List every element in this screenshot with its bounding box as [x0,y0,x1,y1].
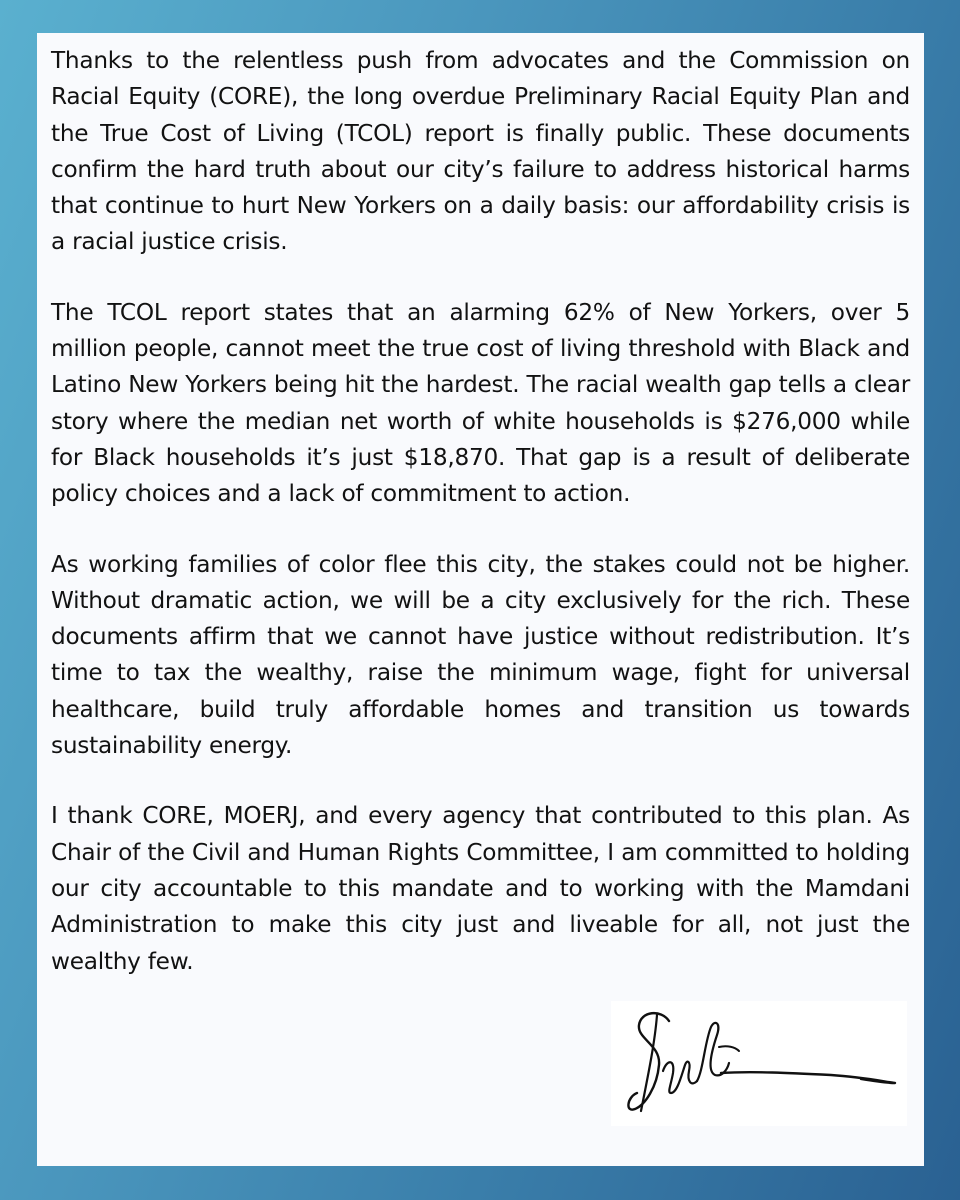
paragraph-1: Thanks to the relentless push from advocates and the Commission on Racial Equity (CORE), the long overdue Preliminary Racial Equity Plan and the True Cost of Living (TCOL) report is finally public. These documents confirm the hard truth about our city’s failure to address historical harms that continue to hurt New Yorkers on a daily basis: our affordability crisis is a racial justice crisis. [51,47,910,256]
signature-box [611,1001,907,1126]
letter-body [51,43,910,980]
paragraph-4: I thank CORE, MOERJ, and every agency that contributed to this plan. As Chair of the Civil and Human Rights Committee, I am committed to holding our city accountable to this mandate and to working with the Mamdani Administration to make this city just and liveable for all, not just the wealthy few. [51,802,910,975]
paragraph-3: As working families of color flee this city, the stakes could not be higher. Without dramatic action, we will be a city exclusively for the rich. These documents affirm that we cannot have justice without redistribution. It’s time to tax the wealthy, raise the minimum wage, fight for universal healthcare, build truly affordable homes and transition us towards sustainability energy. [51,550,910,760]
letter-card [37,33,924,1166]
paragraph-2: The TCOL report states that an alarming 62% of New Yorkers, over 5 million people, cannot meet the true cost of living threshold with Black and Latino New Yorkers being hit the hardest. The racial wealth gap tells a clear story where the median net worth of white households is $276,000 while for Black households it’s just $18,870. That gap is a result of deliberate policy choices and a lack of commitment to action. [51,298,910,508]
signature-icon [611,1001,907,1126]
